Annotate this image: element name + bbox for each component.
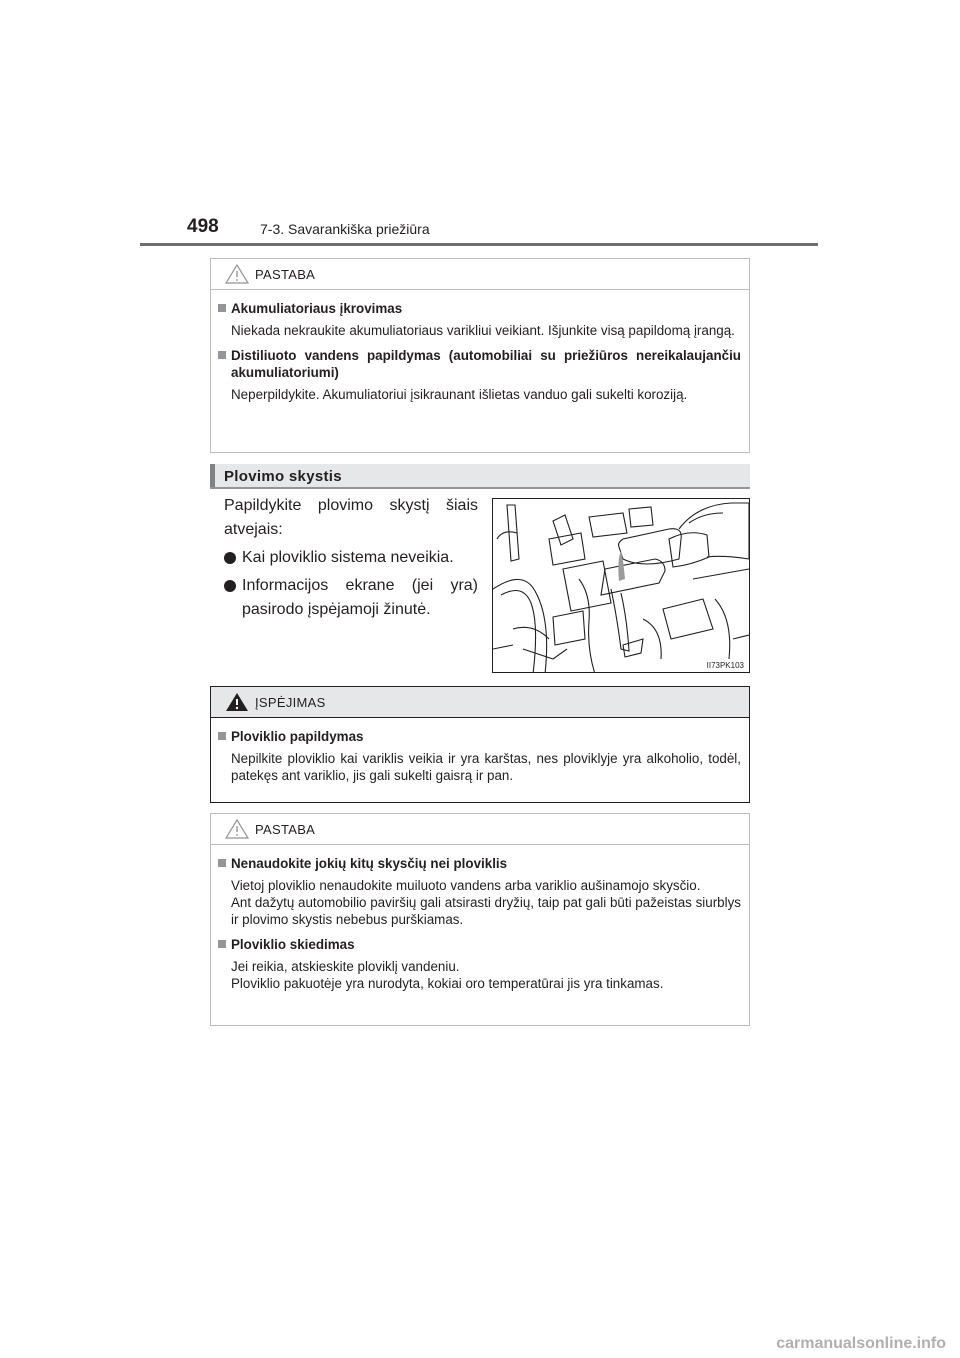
section-heading bbox=[210, 464, 750, 489]
section-title: 7-3. Savarankiška priežiūra bbox=[260, 221, 430, 237]
square-bullet-icon bbox=[218, 732, 226, 740]
intro-text: Papildykite plovimo skystį šiais atvejais: bbox=[224, 497, 478, 538]
notice-title: PASTABA bbox=[255, 267, 316, 282]
warning-item-text: Nepilkite ploviklio kai variklis veikia ir yra karštas, nes ploviklyje yra alkoholio, todėl, patekęs ant variklio, jis gali sukelti gaisrą ir pan. bbox=[231, 751, 741, 783]
washer-fluid-illustration bbox=[492, 498, 750, 673]
notice-item-text: Neperpildykite. Akumuliatoriui įsikraunant išlietas vanduo gali sukelti koroziją. bbox=[231, 387, 688, 402]
notice-item-heading: Nenaudokite jokių kitų skysčių nei ploviklis bbox=[218, 855, 741, 872]
notice-box-battery bbox=[210, 258, 750, 453]
warning-box bbox=[210, 686, 750, 803]
square-bullet-icon bbox=[218, 859, 226, 867]
watermark: carmanualsonline.info bbox=[776, 1335, 946, 1352]
figure-code: II73PK103 bbox=[706, 661, 744, 670]
warning-title: ĮSPĖJIMAS bbox=[255, 695, 326, 710]
bullet-dot-icon bbox=[224, 552, 236, 564]
notice-item-heading: Distiliuoto vandens papildymas (automobiliai su priežiūros nereikalaujančiu akumuliatoriumi) bbox=[218, 347, 741, 381]
notice-item-heading: Ploviklio skiedimas bbox=[218, 936, 741, 953]
section-heading-label: Plovimo skystis bbox=[224, 468, 342, 485]
notice-item-text: Vietoj ploviklio nenaudokite muiluoto vandens arba variklio aušinamojo skysčio. Ant dažytų automobilio paviršių gali atsirasti dryžių, taip pat gali būti pažeistas siurblys ir plovimo skystis nebebus purškiamas. bbox=[231, 878, 741, 927]
notice-header bbox=[211, 814, 749, 845]
notice-title: PASTABA bbox=[255, 822, 316, 837]
square-bullet-icon bbox=[218, 351, 226, 359]
bullet-dot-icon bbox=[224, 580, 236, 592]
list-item: Kai ploviklio sistema neveikia. bbox=[224, 546, 478, 570]
list-item: Informacijos ekrane (jei yra) pasirodo įspėjamoji žinutė. bbox=[224, 574, 478, 622]
notice-header bbox=[211, 259, 749, 290]
notice-item-text: Niekada nekraukite akumuliatoriaus varikliui veikiant. Išjunkite visą papildomą įrangą. bbox=[231, 323, 735, 338]
heading-accent bbox=[210, 464, 215, 487]
engine-bay-drawing bbox=[493, 499, 750, 673]
intro-text-block bbox=[224, 494, 478, 622]
caution-triangle-icon bbox=[225, 264, 249, 284]
caution-triangle-icon bbox=[225, 819, 249, 839]
page-number: 498 bbox=[187, 216, 219, 237]
square-bullet-icon bbox=[218, 304, 226, 312]
notice-box-washer bbox=[210, 813, 750, 1026]
warning-triangle-icon bbox=[225, 692, 249, 712]
notice-item-text: Jei reikia, atskieskite ploviklį vandeniu. Ploviklio pakuotėje yra nurodyta, kokiai oro temperatūrai jis yra tinkamas. bbox=[231, 959, 664, 991]
header-rule bbox=[140, 243, 818, 246]
notice-item-heading: Akumuliatoriaus įkrovimas bbox=[218, 300, 741, 317]
warning-item-heading: Ploviklio papildymas bbox=[218, 728, 741, 745]
warning-header bbox=[211, 687, 749, 718]
square-bullet-icon bbox=[218, 940, 226, 948]
